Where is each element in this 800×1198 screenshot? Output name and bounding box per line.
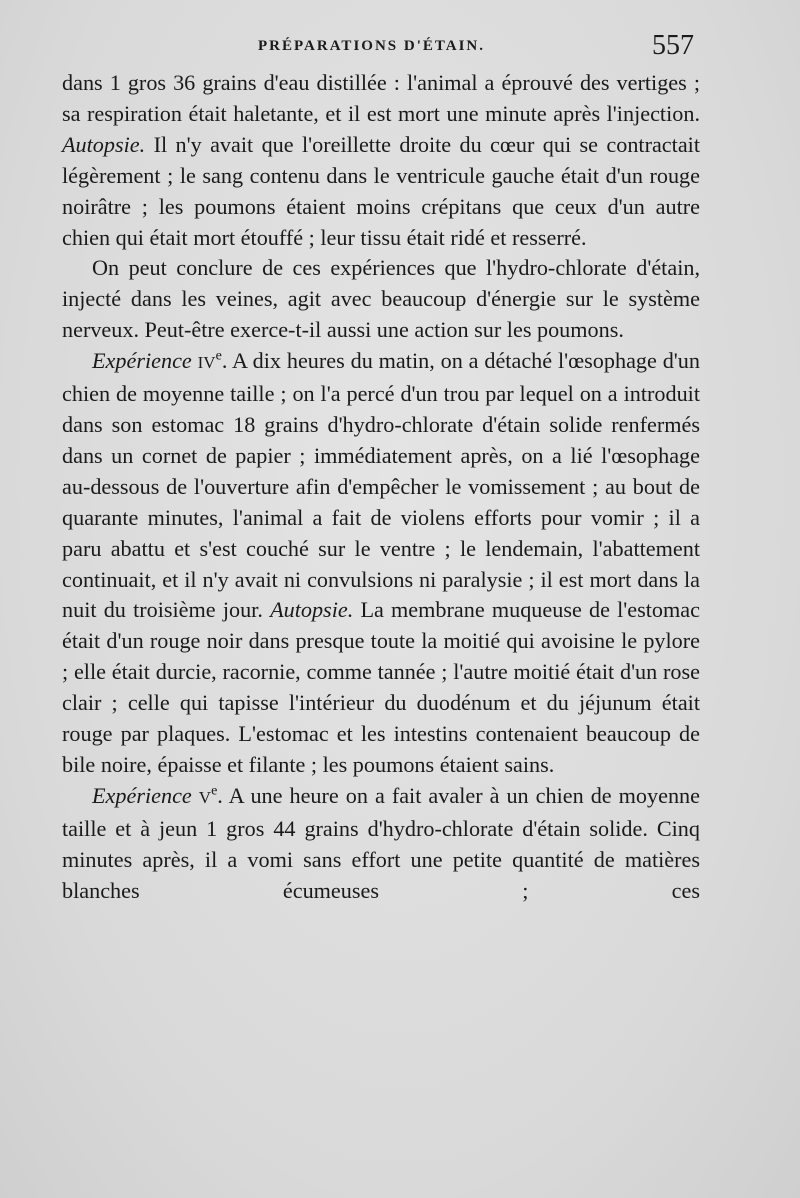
paragraph-experiment-5: Expérience Ve. A une heure on a fait avaler à un chien de moyenne taille et à jeun 1 gros 44 grains d'hydro-chlorate d'étain solide. Cinq minutes après, il a vomi sans effort une petite quantité de matières blanches écumeuses ; ces — [62, 782, 700, 903]
paragraph-experiment-4: Expérience IVe. A dix heures du matin, on a détaché l'œsophage d'un chien de moyenne taille ; on l'a percé d'un trou par lequel on a introduit dans son estomac 18 grains d'hydro-chlorate d'étain solide renfermés dans un cornet de papier ; immédiatement après, on a lié l'œsophage au-dessous de l'ouverture afin d'empêcher le vomissement ; au bout de quarante minutes, l'animal a fait de violens efforts pour vomir ; il a paru abattu et s'est couché sur le ventre ; le lendemain, l'abattement continuait, et il n'y avait ni convulsions ni paralysie ; il est mort dans la nuit du troisième jour. Autopsie. La membrane muqueuse de l'estomac était d'un rouge noir dans presque toute la moitié qui avoisine le pylore ; elle était durcie, racornie, comme tannée ; l'autre moitié était d'un rose clair ; celle qui tapisse l'intérieur du duodénum et du jéjunum était rouge par plaques. L'estomac et les intestins contenaient beaucoup de bile noire, épaisse et filante ; les poumons étaient sains. — [62, 348, 700, 777]
experiment-numeral: IV — [197, 353, 216, 373]
running-title: PRÉPARATIONS D'ÉTAIN. — [258, 38, 486, 54]
experiment-label: Expérience — [92, 348, 192, 374]
page-header — [0, 30, 800, 70]
paragraph-continuation: dans 1 gros 36 grains d'eau distillée : l'animal a éprouvé des vertiges ; sa respiration était haletante, et il est mort une minute après l'injection. Autopsie. Il n'y avait que l'oreillette droite du cœur qui se contractait légèrement ; le sang contenu dans le ventricule gauche était d'un rouge noirâtre ; les poumons étaient moins crépitans que ceux d'un autre chien qui était mort étouffé ; leur tissu était ridé et resserré. — [62, 70, 700, 250]
experiment-superscript: e — [211, 783, 218, 799]
experiment-superscript: e — [215, 348, 222, 364]
body-text — [62, 68, 700, 906]
experiment-numeral: V — [198, 787, 212, 807]
page-number: 557 — [652, 30, 694, 61]
autopsy-label: Autopsie. — [62, 131, 146, 157]
experiment-label: Expérience — [92, 782, 192, 808]
autopsy-label: Autopsie. — [270, 597, 354, 623]
paragraph-conclusion: On peut conclure de ces expériences que l'hydro-chlorate d'étain, injecté dans les veines, agit avec beaucoup d'énergie sur le système nerveux. Peut-être exerce-t-il aussi une action sur les poumons. — [62, 255, 700, 343]
